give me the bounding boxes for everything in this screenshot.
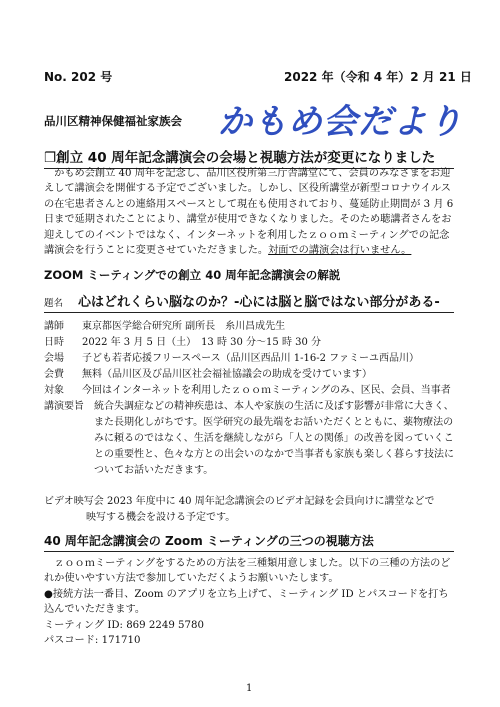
title-label: 題名 xyxy=(44,298,64,309)
detail-label: 講師 xyxy=(44,321,64,332)
video-note-label: ビデオ映写会 xyxy=(44,496,104,507)
video-note xyxy=(44,494,454,526)
detail-row xyxy=(44,383,454,399)
organization-name: 品川区精神保健福祉家族会 xyxy=(44,114,182,128)
page-number: 1 xyxy=(246,683,253,694)
viewing-intro: ｚｏｏｍミーティングをするための方法を三種類用意しました。以下の三種の方法のどれか使いやすい方法で参加していただくようお願いいたします。 xyxy=(44,558,451,585)
viewing-methods-body xyxy=(44,556,454,648)
detail-row xyxy=(44,399,454,479)
detail-value: 子ども若者応援フリースペース（品川区西品川 1-16-2 ファミーユ西品川） xyxy=(82,353,419,364)
video-note-text: 2023 年度中に 40 周年記念講演会のビデオ記録を会員向けに講堂などで xyxy=(107,496,435,507)
detail-row xyxy=(44,351,454,367)
checkbox-icon: ❐ xyxy=(44,150,57,166)
detail-label: 日時 xyxy=(44,337,64,348)
detail-label: 会費 xyxy=(44,369,64,380)
lecture-details xyxy=(44,319,454,479)
announcement-body xyxy=(44,166,454,258)
detail-value: 2022 年 3 月 5 日（土） 13 時 30 分〜15 時 30 分 xyxy=(82,337,322,348)
detail-value: 統合失調症などの精神疾患は、本人や家族の生活に及ぼす影響が非常に大きく、また長期化しがちです。医学研究の最先端をお話いただくとともに、薬物療法のみに頼るのではなく、生活を継続しながら「人との関係」の改善を図っていくことの重要性と、色々な方との出会いのなかで当事者も家族も楽しく暮らす技法についてお話いただきます。 xyxy=(94,401,454,476)
issue-number: No. 202 号 xyxy=(44,70,113,84)
issue-date: 2022 年（令和 4 年）2 月 21 日 xyxy=(284,70,472,84)
meeting-id: ミーティング ID: 869 2249 5780 xyxy=(44,619,204,631)
detail-row xyxy=(44,367,454,383)
detail-value: 無料（品川区及び品川区社会福祉協議会の助成を受けています） xyxy=(82,369,372,380)
video-note-line xyxy=(44,494,454,510)
detail-label: 講演要旨 xyxy=(44,401,84,412)
passcode: パスコード: 171710 xyxy=(44,635,141,647)
detail-row xyxy=(44,335,454,351)
detail-row xyxy=(44,319,454,335)
announcement-paragraph: かもめ会創立 40 周年を記念し、品川区役所第三庁舎講堂にて、会員のみなさまをお迎えして講演会を開催する予定でございました。しかし、区役所講堂が新型コロナウイルスの在宅患者さんとの連絡用スペースとして現在も使用されており、蔓延防止期間が 3 月 6 日まで延期されたことにより、講堂が使用できなくなりました。そのため聴講者さんをお迎えしてのイベントではなく、インターネットを利用したｚｏｏｍミーティングでの記念講演会を行うことに変更させていただきました。対面での講演会は行いません。 xyxy=(44,168,454,257)
newsletter-title: かもめ会だより xyxy=(218,102,463,142)
detail-value: 東京都医学総合研究所 副所長 糸川昌成先生 xyxy=(82,321,286,332)
lecture-title-row xyxy=(44,291,454,313)
viewing-methods-heading: 40 周年記念講演会の Zoom ミーティングの三つの視聴方法 xyxy=(44,532,454,552)
video-note-continued: 映写する機会を設ける予定です。 xyxy=(86,512,236,523)
no-in-person-note: 対面での講演会は行いません。 xyxy=(268,245,412,257)
detail-label: 会場 xyxy=(44,353,64,364)
lecture-title: 心はどれくらい脳なのか？-心には脳と脳ではない部分がある- xyxy=(78,295,440,310)
detail-value: 今回はインターネットを利用したｚｏｏｍミーティングのみ、区民、会員、当事者 xyxy=(82,385,451,396)
main-headline: ❐創立 40 周年記念講演会の会場と視聴方法が変更になりました xyxy=(44,146,454,169)
connection-method-1: ●接続方法一番目、Zoom のアプリを立ち上げて、ミーティング ID とパスコードを打ち込んでいただきます。 xyxy=(44,588,449,616)
detail-label: 対象 xyxy=(44,385,64,396)
zoom-heading: ZOOM ミーティングでの創立 40 周年記念講演会の解説 xyxy=(44,268,341,282)
